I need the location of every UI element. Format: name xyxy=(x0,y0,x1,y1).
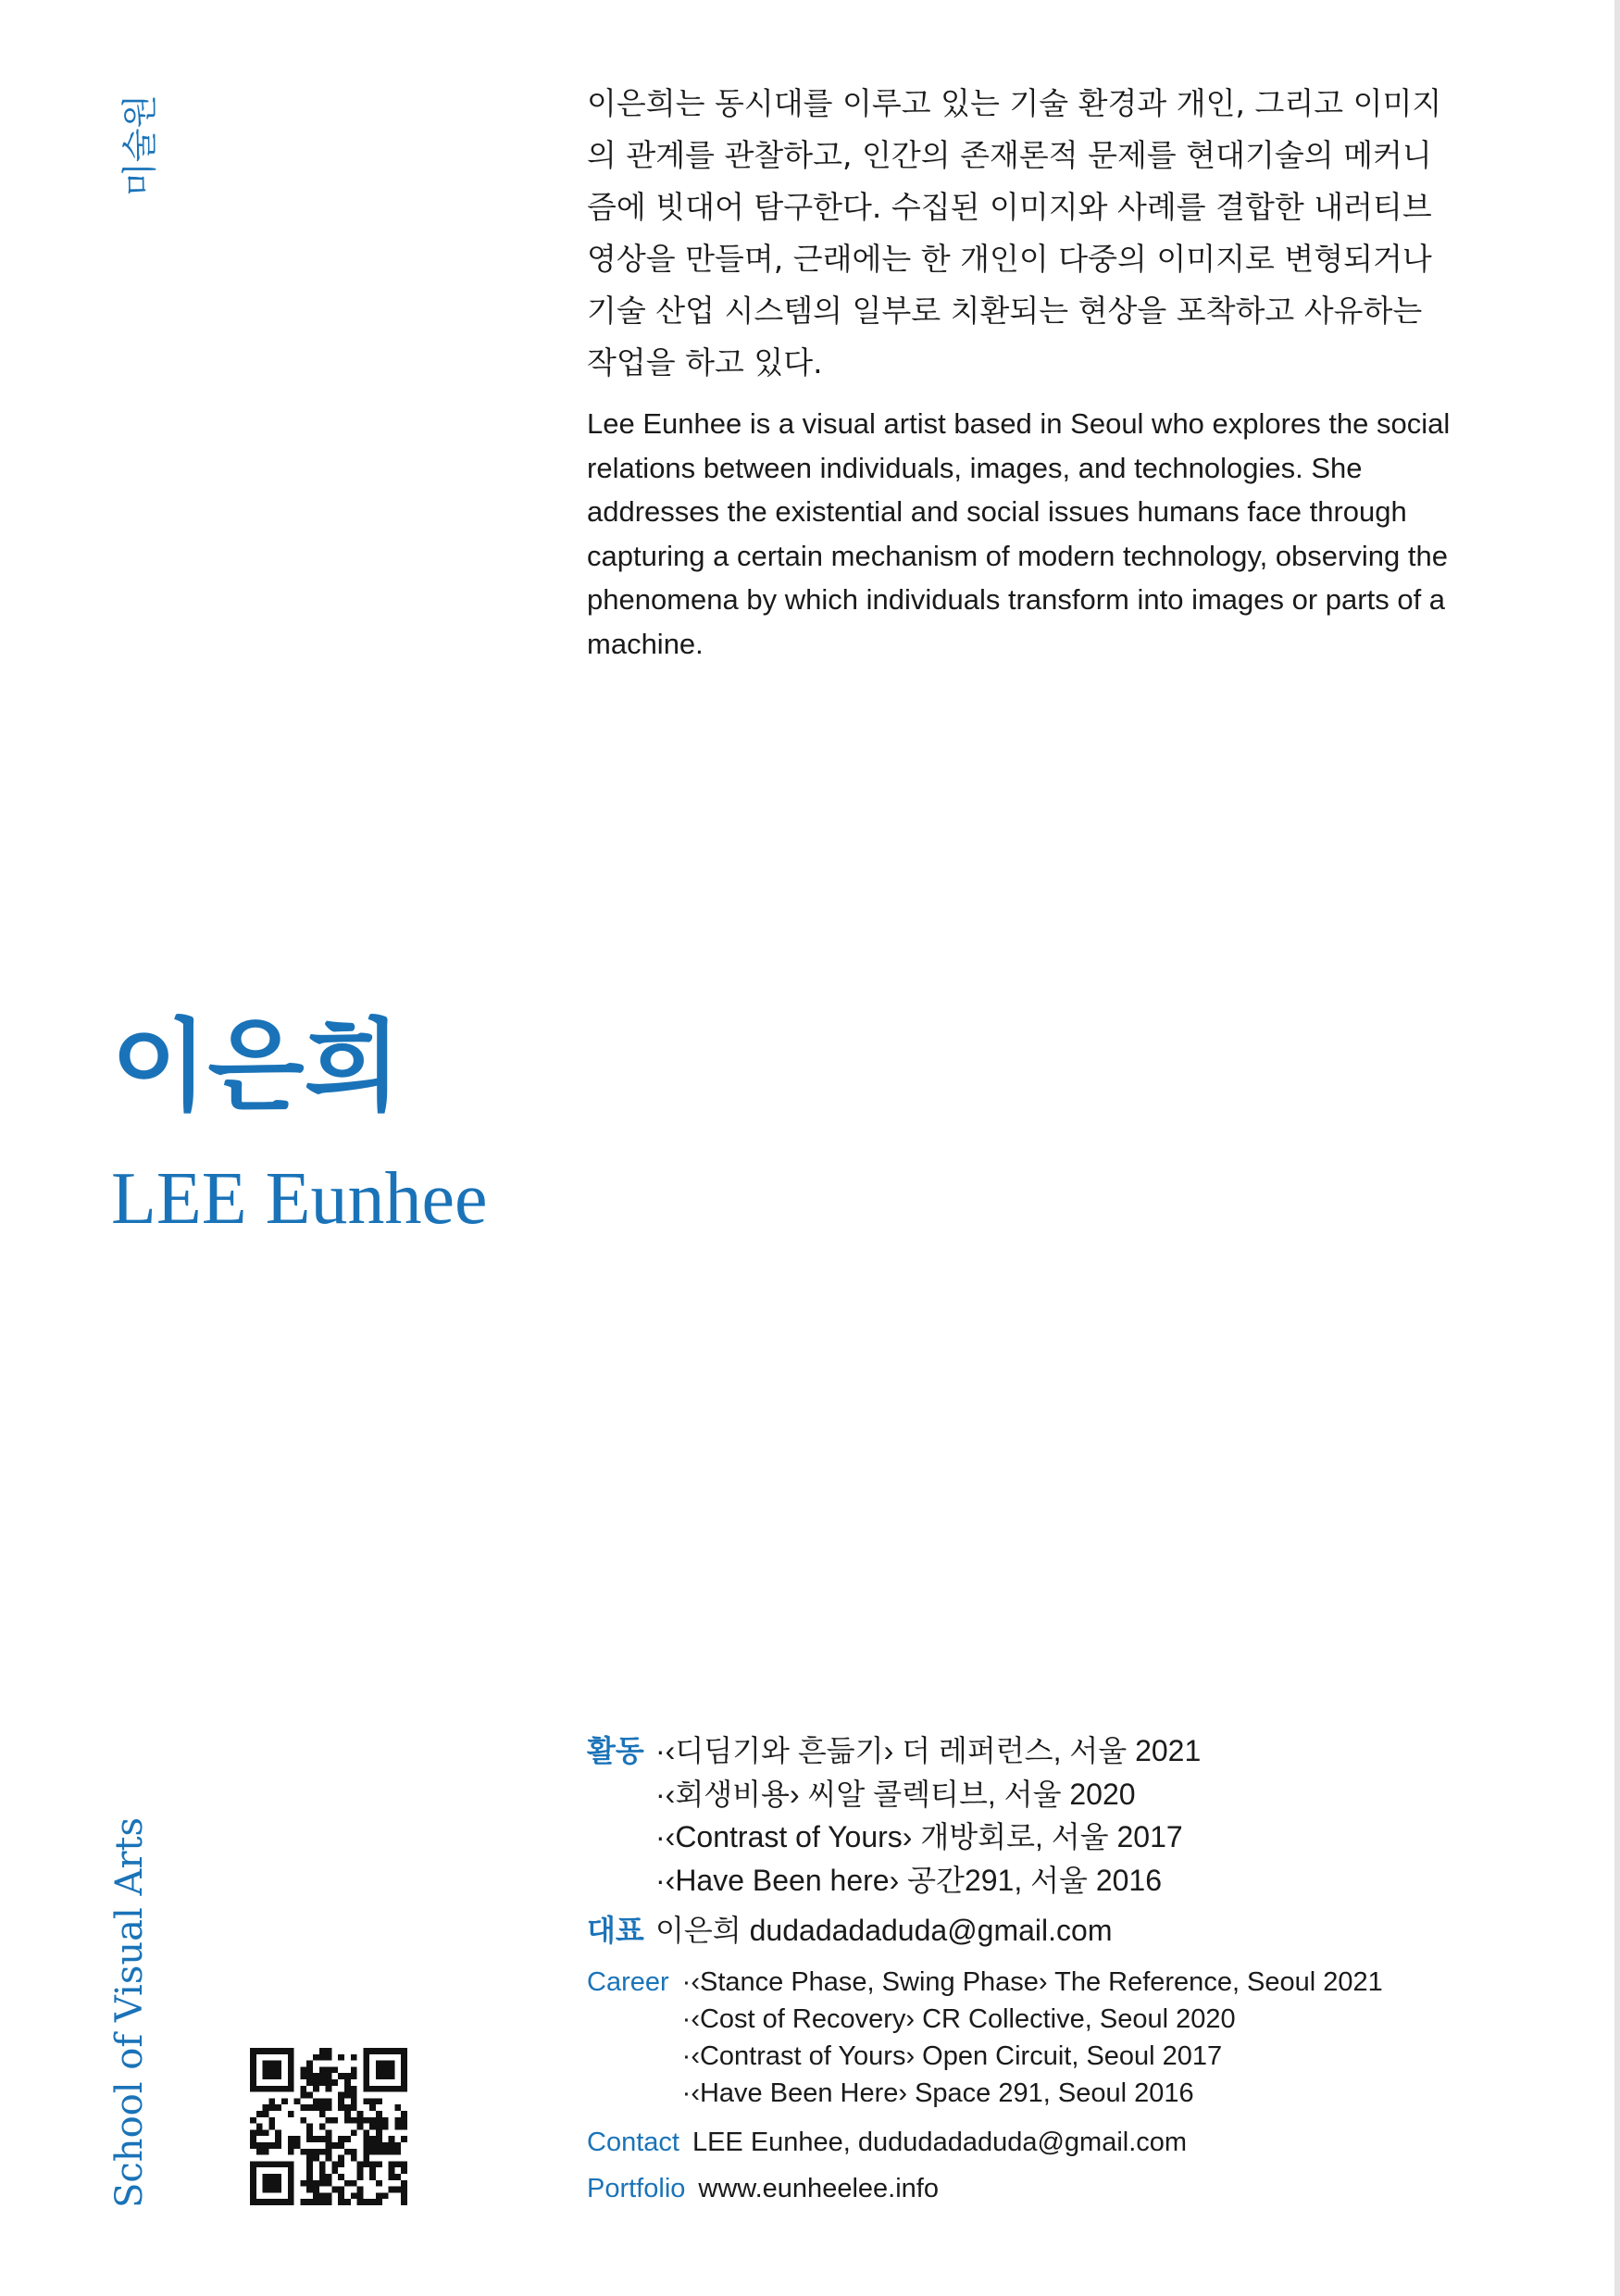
career-item: ·‹Have Been Here› Space 291, Seoul 2016 xyxy=(681,2078,1194,2108)
activity-item: ·‹회생비용› 씨알 콜렉티브, 서울 2020 xyxy=(655,1777,1136,1811)
career-item: ·‹Stance Phase, Swing Phase› The Reference, Seoul 2021 xyxy=(681,1966,1383,1997)
artist-bio xyxy=(587,78,1457,666)
school-label: School of Visual Arts xyxy=(108,1816,151,2208)
artist-info xyxy=(587,1729,1513,2207)
bio-korean: 이은희는 동시대를 이루고 있는 기술 환경과 개인, 그리고 이미지의 관계를 관찰하고, 인간의 존재론적 문제를 현대기술의 메커니즘에 빗대어 탐구한다. 수집된 이미지와 사례를 결합한 내러티브 영상을 만들며, 근래에는 한 개인이 다중의 이미지로 변형되거나 기술 산업 시스템의 일부로 치환되는 현상을 포착하고 사유하는 작업을 하고 있다. xyxy=(587,85,1442,381)
contact-en-section xyxy=(587,2124,1513,2161)
page-edge-rule xyxy=(1614,0,1620,2296)
activity-item: ·‹Have Been here› 공간291, 서울 2016 xyxy=(655,1863,1163,1897)
portfolio-label: Portfolio xyxy=(587,2173,686,2203)
activities-list xyxy=(655,1729,1201,1902)
bio-english: Lee Eunhee is a visual artist based in Seoul who explores the social relations between individuals, images, and technologies. She addresses the existential and social issues humans face through capturing a certain mechanism of modern technology, observing the phenomena by which individuals transform into images or parts of a machine. xyxy=(587,407,1451,660)
career-item: ·‹Cost of Recovery› CR Collective, Seoul 2020 xyxy=(681,2003,1236,2034)
career-label: Career xyxy=(587,1966,669,1997)
activities-section xyxy=(587,1729,1513,1902)
qr-code-icon[interactable] xyxy=(250,2048,407,2205)
activity-item: ·‹Contrast of Yours› 개방회로, 서울 2017 xyxy=(655,1820,1183,1853)
career-list xyxy=(682,1964,1383,2112)
contact-kr-value[interactable]: 이은희 dudadadaduda@gmail.com xyxy=(655,1914,1113,1947)
contact-kr-label: 대표 xyxy=(587,1914,644,1947)
portfolio-link[interactable]: www.eunheelee.info xyxy=(698,2173,939,2203)
artist-name-english: LEE Eunhee xyxy=(111,1158,488,1240)
activities-label: 활동 xyxy=(587,1734,644,1767)
contact-en-value[interactable]: LEE Eunhee, dududadaduda@gmail.com xyxy=(692,2127,1188,2157)
contact-kr-section xyxy=(587,1909,1513,1953)
department-label: 미술원 xyxy=(119,94,160,196)
qr-code-graphic xyxy=(250,2048,407,2205)
artist-name-korean: 이은희 xyxy=(111,1008,401,1125)
career-section xyxy=(587,1964,1513,2112)
career-item: ·‹Contrast of Yours› Open Circuit, Seoul 2017 xyxy=(681,2040,1223,2071)
activity-item: ·‹디딤기와 흔듦기› 더 레퍼런스, 서울 2021 xyxy=(655,1734,1202,1767)
contact-en-label: Contact xyxy=(587,2127,679,2157)
portfolio-section xyxy=(587,2170,1513,2207)
